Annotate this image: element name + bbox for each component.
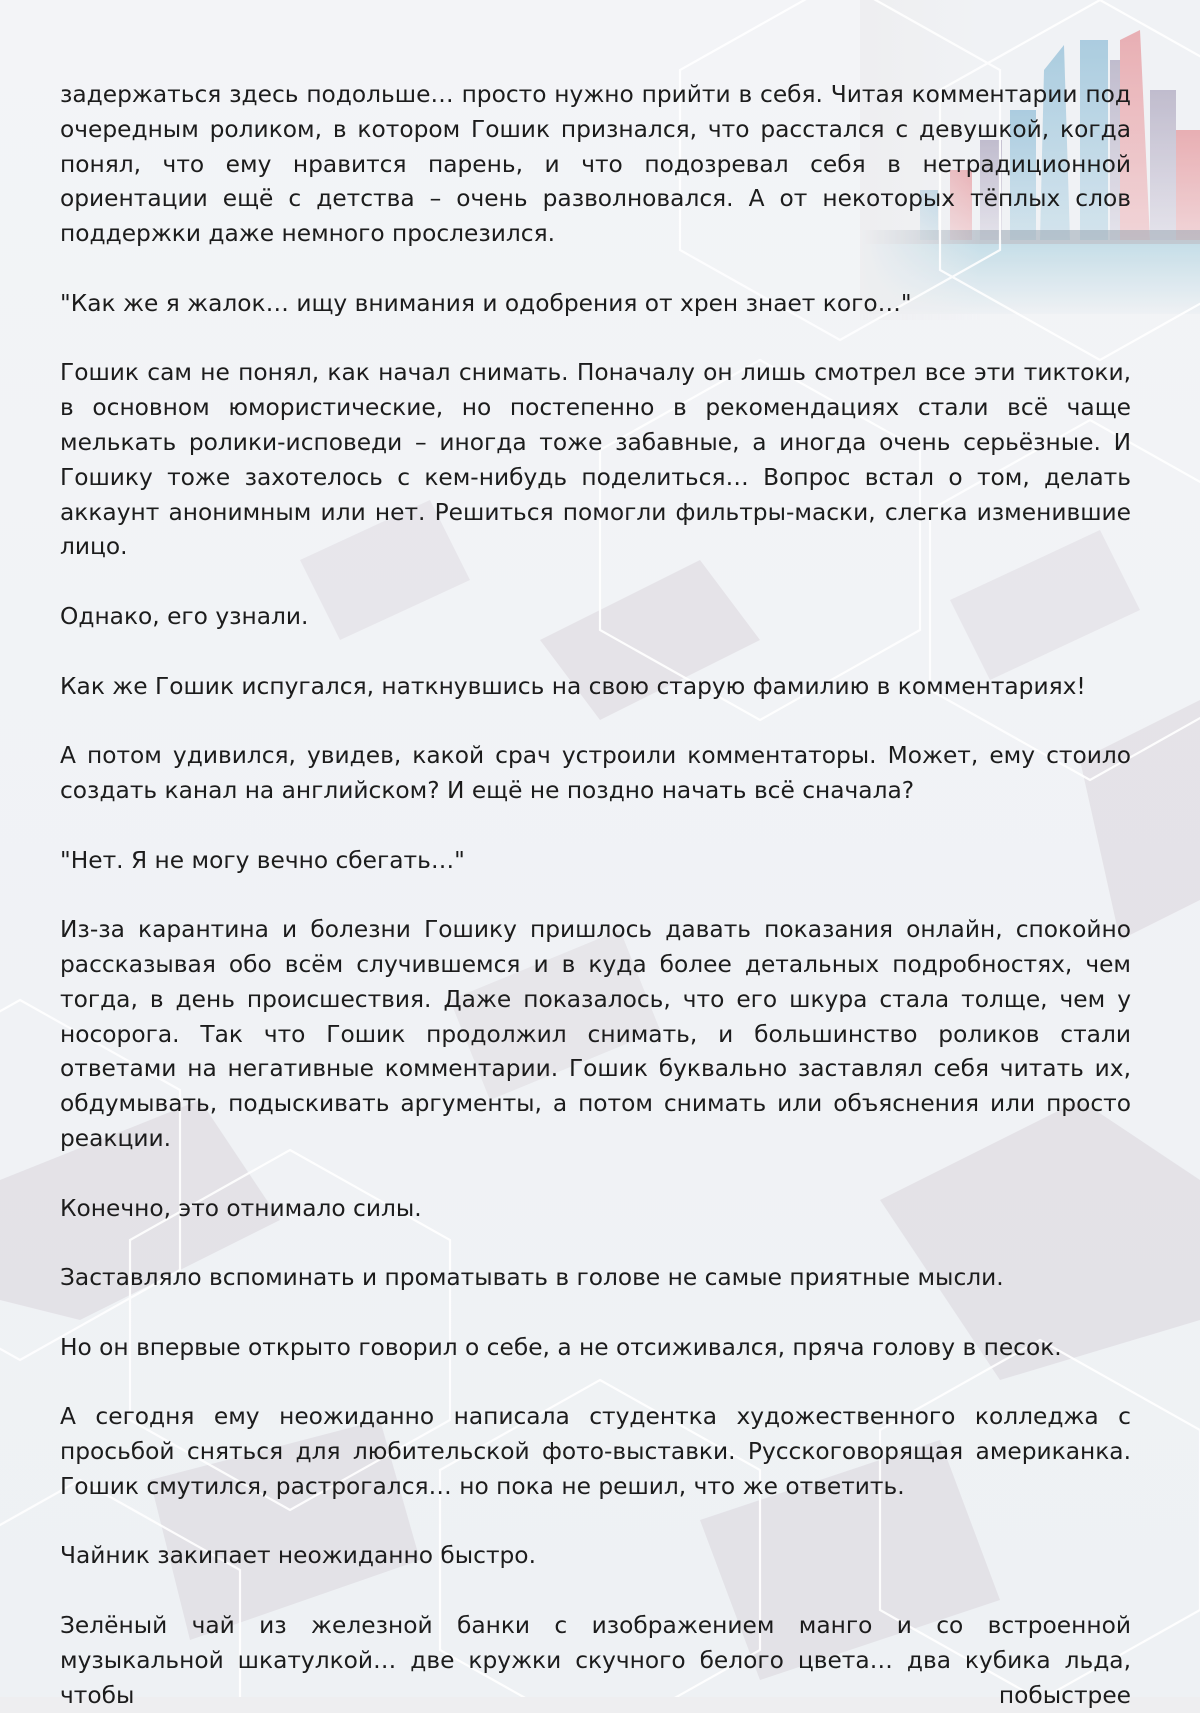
paragraph: Как же Гошик испугался, наткнувшись на свою старую фамилию в комментариях! <box>60 672 1086 700</box>
paragraph: Зелёный чай из железной банки с изображением манго и со встроенной музыкальной шкатулкой… две кружки скучного белого цвета… два кубика льда, чтобы побыстрее <box>60 1612 1131 1709</box>
document-body <box>60 78 1131 1713</box>
paragraph: Гошик сам не понял, как начал снимать. Поначалу он лишь смотрел все эти тиктоки, в основном юмористические, но постепенно в рекомендациях стали всё чаще мелькать ролики-исповеди – иногда тоже забавные, а иногда очень серьёзные. И Гошику тоже захотелось с кем-нибудь поделиться… Вопрос встал о том, делать аккаунт анонимным или нет. Решиться помогли фильтры-маски, слегка изменившие лицо. <box>60 359 1131 561</box>
paragraph: А потом удивился, увидев, какой срач устроили комментаторы. Может, ему стоило создать канал на английском? И ещё не поздно начать всё сначала? <box>60 742 1131 804</box>
paragraph: Но он впервые открыто говорил о себе, а не отсиживался, пряча голову в песок. <box>60 1333 1062 1361</box>
paragraph: задержаться здесь подольше… просто нужно прийти в себя. Читая комментарии под очередным роликом, в котором Гошик признался, что расстался с девушкой, когда понял, что ему нравится парень, и что подозревал себя в нетрадиционной ориентации ещё с детства – очень разволновался. А от некоторых тёплых слов поддержки даже немного прослезился. <box>60 81 1131 248</box>
paragraph: Однако, его узнали. <box>60 602 309 630</box>
paragraph-quote: "Как же я жалок… ищу внимания и одобрения от хрен знает кого…" <box>60 289 912 317</box>
paragraph: Из-за карантина и болезни Гошику пришлось давать показания онлайн, спокойно рассказывая обо всём случившемся и в куда более детальных подробностях, чем тогда, в день происшествия. Даже показалось, что его шкура стала толще, чем у носорога. Так что Гошик продолжил снимать, и большинство роликов стали ответами на негативные комментарии. Гошик буквально заставлял себя читать их, обдумывать, подыскивать аргументы, а потом снимать или объяснения или просто реакции. <box>60 916 1131 1152</box>
paragraph: Заставляло вспоминать и проматывать в голове не самые приятные мысли. <box>60 1264 1004 1292</box>
paragraph: Чайник закипает неожиданно быстро. <box>60 1542 536 1570</box>
paragraph: А сегодня ему неожиданно написала студентка художественного колледжа с просьбой сняться для любительской фото-выставки. Русскоговорящая американка. Гошик смутился, растрогался… но пока не решил, что же ответить. <box>60 1403 1131 1500</box>
paragraph-quote: "Нет. Я не могу вечно сбегать…" <box>60 846 465 874</box>
paragraph: Конечно, это отнимало силы. <box>60 1194 422 1222</box>
